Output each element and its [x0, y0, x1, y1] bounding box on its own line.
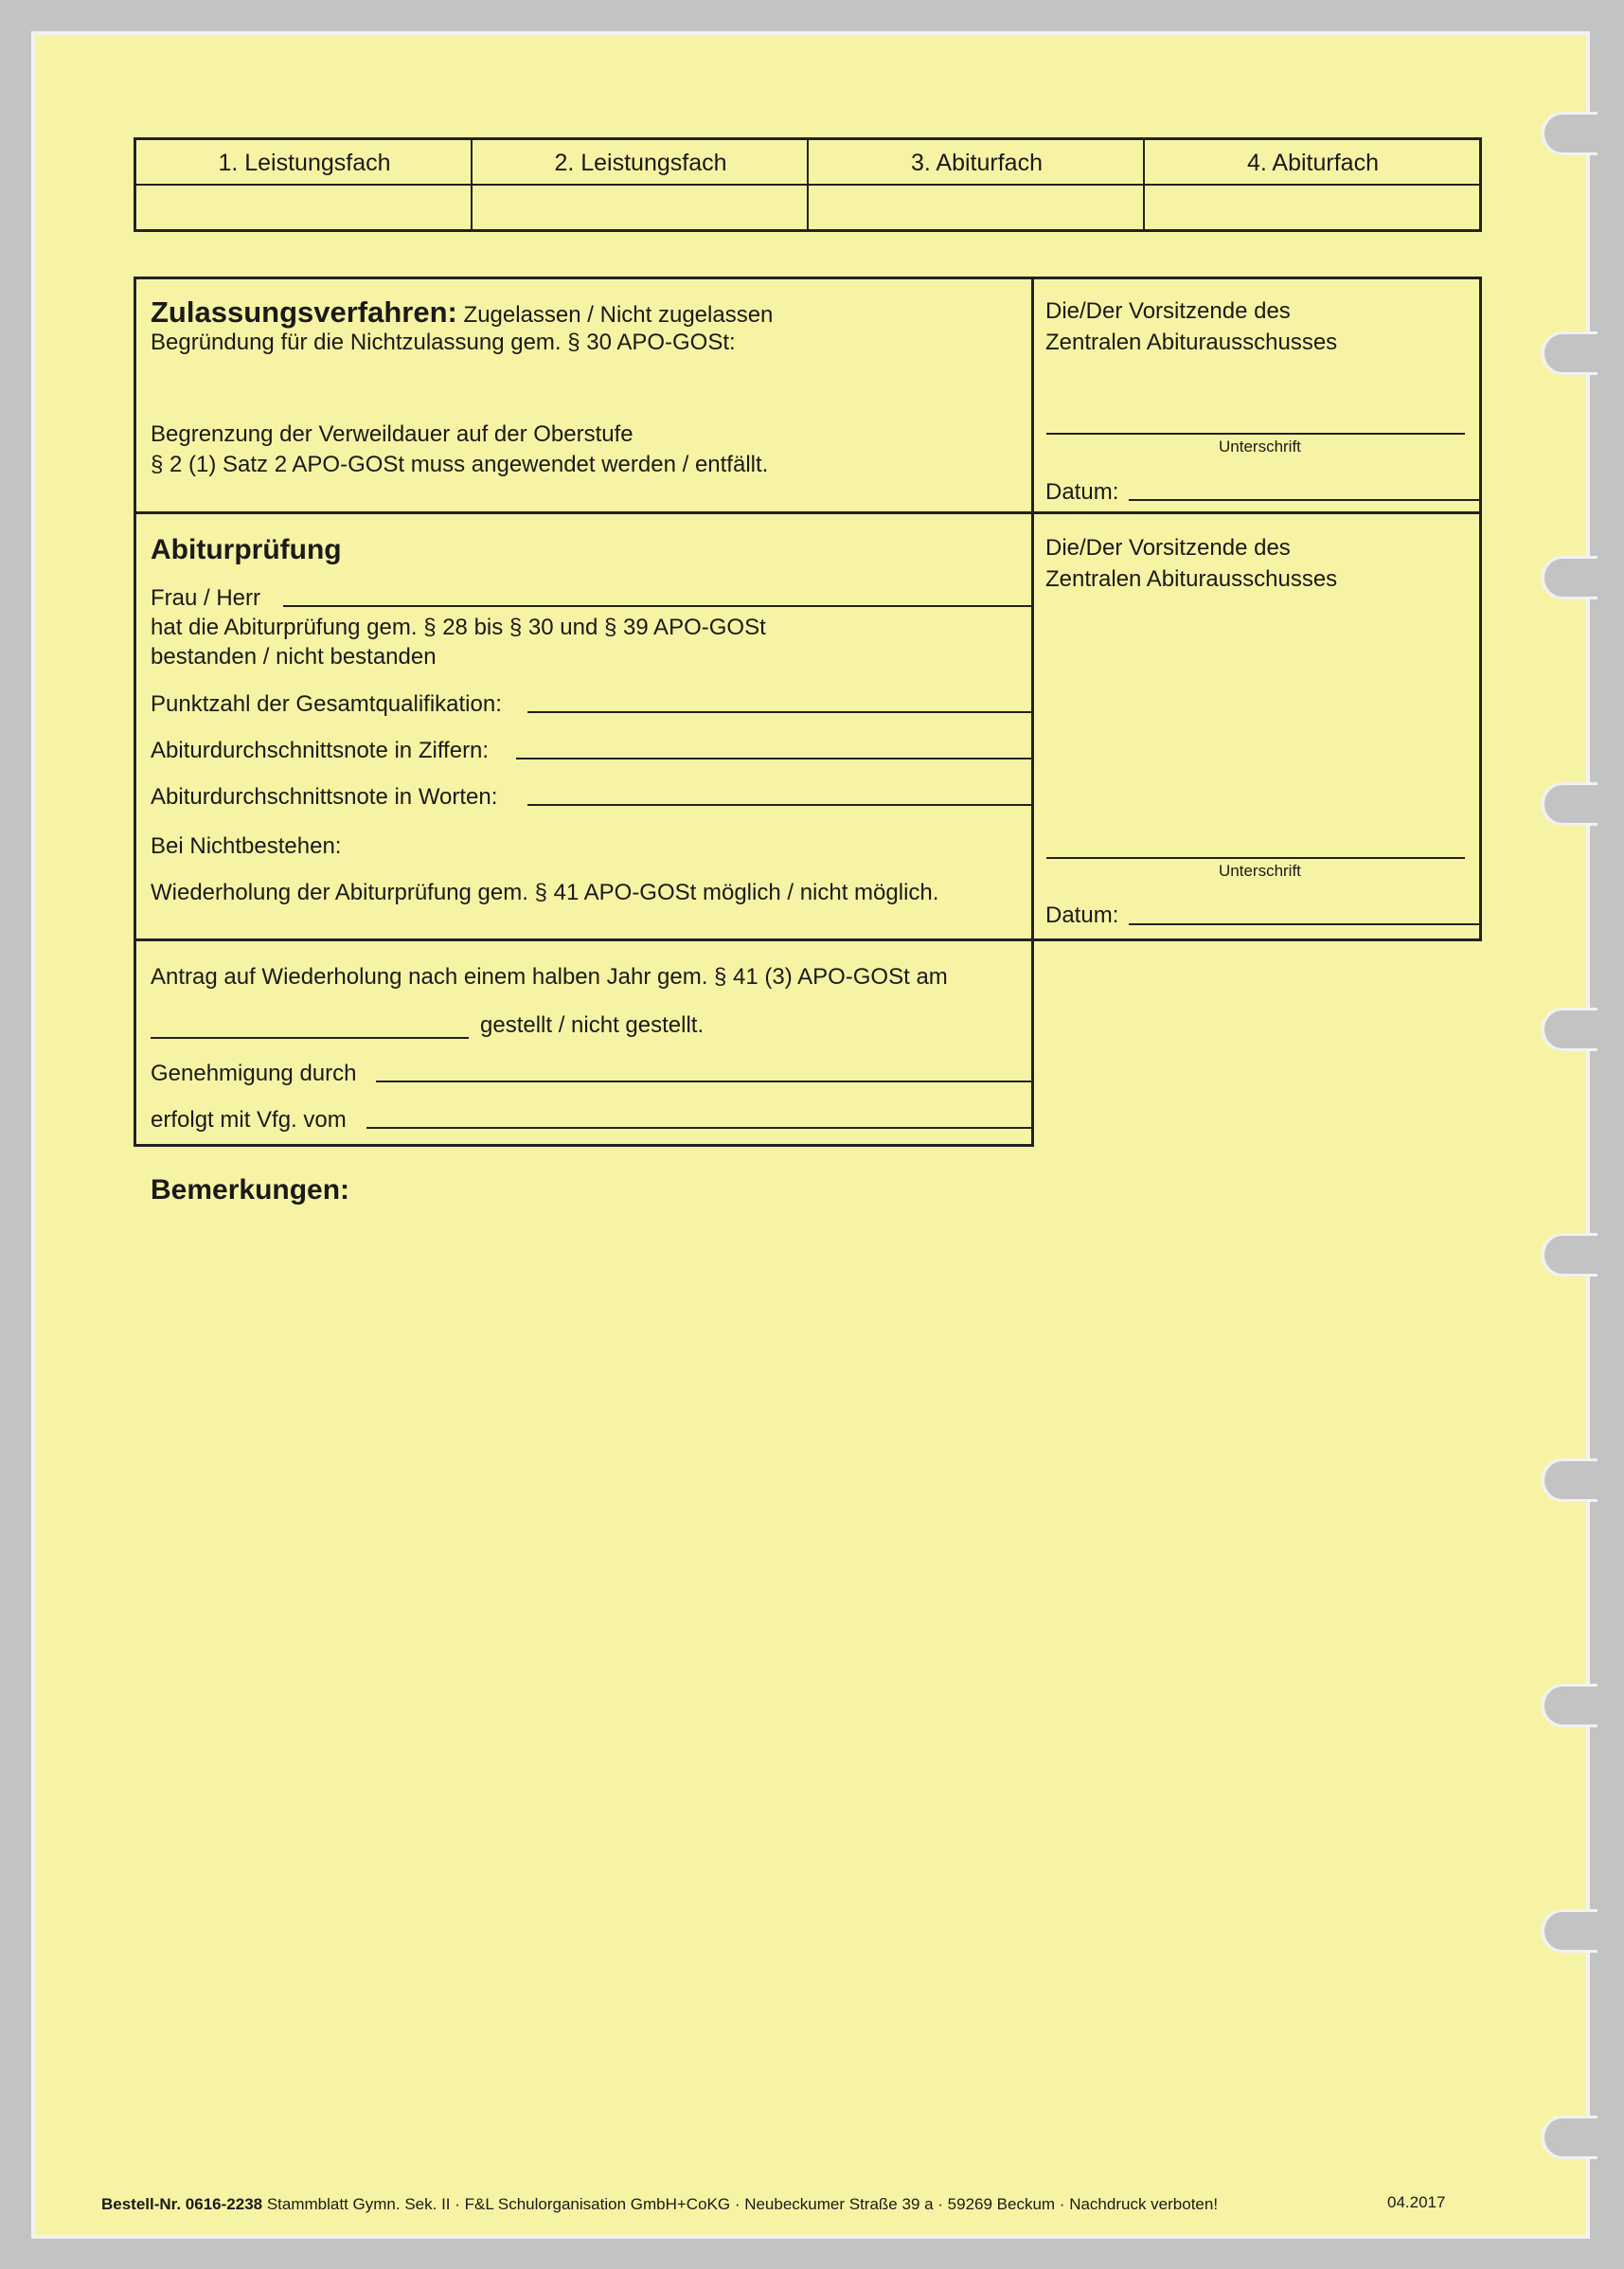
binder-hole-10 [1541, 2116, 1597, 2159]
vorsitz1-date-label: Datum: [1045, 479, 1119, 505]
binder-hole-3 [1541, 556, 1597, 599]
bemerkungen-area[interactable] [134, 1219, 1482, 2166]
subject-header-2: 2. Leistungsfach [554, 150, 727, 176]
vorsitz2-line1: Die/Der Vorsitzende des [1045, 535, 1291, 561]
zulassung-paragraph: § 2 (1) Satz 2 APO-GOSt muss angewendet werden / entfällt. [151, 452, 769, 477]
abitur-wiederholung: Wiederholung der Abiturprüfung gem. § 41 APO-GOSt möglich / nicht möglich. [151, 880, 939, 905]
subjects-table [134, 137, 1482, 232]
footer-text: Stammblatt Gymn. Sek. II · F&L Schulorganisation GmbH+CoKG · Neubeckumer Straße 39 a · 59269 Beckum · Nachdruck verboten! [266, 2195, 1219, 2213]
subject-field-4[interactable] [1151, 189, 1472, 227]
subject-field-1[interactable] [142, 189, 464, 227]
zulassung-title: Zulassungsverfahren: [151, 295, 457, 329]
abitur-section [134, 511, 1034, 941]
subject-header-3: 3. Abiturfach [911, 150, 1043, 176]
antrag-vfg-label: erfolgt mit Vfg. vom [151, 1107, 347, 1133]
zulassung-options: Zugelassen / Nicht zugelassen [463, 302, 774, 328]
abitur-punktzahl-label: Punktzahl der Gesamtqualifikation: [151, 691, 502, 717]
binder-hole-5 [1541, 1008, 1597, 1051]
abitur-bestanden-text: hat die Abiturprüfung gem. § 28 bis § 30 und § 39 APO-GOSt [151, 615, 766, 640]
abitur-frau-herr: Frau / Herr [151, 585, 261, 611]
antrag-genehmigung-field[interactable] [376, 1081, 1031, 1082]
abitur-name-field[interactable] [283, 605, 1031, 607]
vorsitz1-signature-line[interactable] [1046, 433, 1465, 435]
footer-date: 04.2017 [1387, 2193, 1446, 2211]
antrag-genehmigung-label: Genehmigung durch [151, 1061, 357, 1086]
subject-header-4: 4. Abiturfach [1247, 150, 1379, 176]
vorsitz2-signature-label: Unterschrift [1219, 862, 1301, 880]
antrag-text: Antrag auf Wiederholung nach einem halben Jahr gem. § 41 (3) APO-GOSt am [151, 964, 948, 990]
vorsitz1-signature-label: Unterschrift [1219, 438, 1301, 456]
vorsitz1-line1: Die/Der Vorsitzende des [1045, 298, 1291, 324]
binder-hole-1 [1541, 112, 1597, 155]
zulassung-verweildauer: Begrenzung der Verweildauer auf der Oberstufe [151, 421, 634, 447]
abitur-punktzahl-field[interactable] [527, 711, 1031, 713]
subject-field-2[interactable] [478, 189, 800, 227]
vorsitz2-date-label: Datum: [1045, 902, 1119, 928]
antrag-vfg-field[interactable] [366, 1127, 1031, 1129]
antrag-date-field[interactable] [151, 1037, 469, 1039]
binder-hole-9 [1541, 1909, 1597, 1953]
bemerkungen-heading: Bemerkungen: [151, 1174, 350, 1206]
zulassung-heading [151, 295, 773, 330]
form-page [31, 31, 1590, 2239]
binder-hole-2 [1541, 331, 1597, 375]
binder-hole-8 [1541, 1684, 1597, 1727]
vorsitz2-date-field[interactable] [1129, 923, 1479, 925]
abitur-ziffern-field[interactable] [516, 758, 1031, 759]
vorsitz2-line2: Zentralen Abiturausschusses [1045, 566, 1338, 592]
binder-hole-4 [1541, 782, 1597, 826]
footer [101, 2195, 1218, 2214]
subject-header-1: 1. Leistungsfach [218, 150, 391, 176]
binder-hole-6 [1541, 1233, 1597, 1277]
binder-hole-7 [1541, 1458, 1597, 1502]
abitur-bestanden-options: bestanden / nicht bestanden [151, 644, 437, 670]
subject-field-3[interactable] [814, 189, 1136, 227]
vorsitz1-date-field[interactable] [1129, 499, 1479, 501]
vorsitz2-signature-line[interactable] [1046, 857, 1465, 859]
abitur-worten-label: Abiturdurchschnittsnote in Worten: [151, 784, 498, 810]
abitur-worten-field[interactable] [527, 804, 1031, 806]
antrag-gestellt-options: gestellt / nicht gestellt. [480, 1012, 705, 1038]
vorsitz1-line2: Zentralen Abiturausschusses [1045, 330, 1338, 355]
abitur-title: Abiturprüfung [151, 534, 342, 565]
zulassung-begruendung: Begründung für die Nichtzulassung gem. § 30 APO-GOSt: [151, 330, 736, 355]
abitur-nichtbestehen: Bei Nichtbestehen: [151, 833, 342, 859]
footer-order-no: Bestell-Nr. 0616-2238 [101, 2195, 263, 2213]
abitur-ziffern-label: Abiturdurchschnittsnote in Ziffern: [151, 738, 490, 763]
